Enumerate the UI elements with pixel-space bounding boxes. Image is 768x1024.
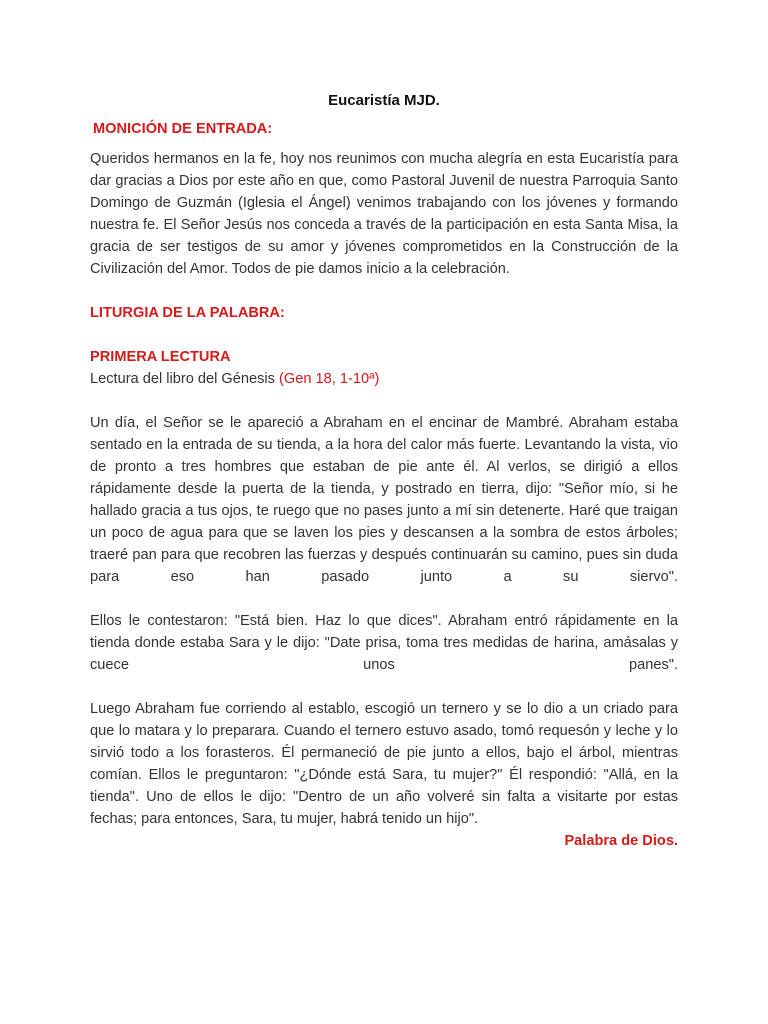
reading-paragraph-1: Un día, el Señor se le apareció a Abraham en el encinar de Mambré. Abraham estaba sentado en la entrada de su tienda, a la hora del calor más fuerte. Levantando la vista, vio de pronto a tres hombres que estaban de pie ante él. Al verlos, se dirigió a ellos rápidamente desde la puerta de la tienda, y postrado en tierra, dijo: "Señor mío, si he hallado gracia a tus ojos, te ruego que no pases junto a mí sin detenerte. Haré que traigan un poco de agua para que se laven los pies y descansen a la sombra de estos árboles; traeré pan para que recobren las fuerzas y después continuarán su camino, pues sin duda para eso han pasado junto a su siervo". — [90, 415, 678, 585]
reading-intro-line — [90, 368, 678, 390]
reading-reference: (Gen 18, 1-10ª) — [279, 371, 380, 387]
closing-acclamation: Palabra de Dios. — [564, 833, 678, 849]
reading-intro: Lectura del libro del Génesis — [90, 371, 280, 387]
monicion-text: Queridos hermanos en la fe, hoy nos reunimos con mucha alegría en esta Eucaristía para dar gracias a Dios por este año en que, como Pastoral Juvenil de nuestra Parroquia Santo Domingo de Guzmán (Iglesia el Ángel) venimos trabajando con los jóvenes y formando nuestra fe. El Señor Jesús nos conceda a través de la participación en esta Santa Misa, la gracia de ser testigos de su amor y jóvenes comprometidos en la Construcción de la Civilización del Amor. Todos de pie damos inicio a la celebración. — [90, 151, 678, 277]
liturgia-heading: LITURGIA DE LA PALABRA: — [90, 305, 285, 321]
primera-lectura-heading: PRIMERA LECTURA — [90, 349, 231, 365]
reading-paragraph-2: Ellos le contestaron: "Está bien. Haz lo que dices". Abraham entró rápidamente en la tienda donde estaba Sara y le dijo: "Date prisa, toma tres medidas de harina, amásalas y cuece unos panes". — [90, 613, 678, 673]
monicion-heading: MONICIÓN DE ENTRADA: — [93, 121, 273, 137]
reading-paragraph-3: Luego Abraham fue corriendo al establo, escogió un ternero y se lo dio a un criado para que lo matara y lo preparara. Cuando el ternero estuvo asado, tomó requesón y leche y lo sirvió todo a los forasteros. Él permaneció de pie junto a ellos, bajo el árbol, mientras comían. Ellos le preguntaron: "¿Dónde está Sara, tu mujer?" Él respondió: "Allá, en la tienda". Uno de ellos le dijo: "Dentro de un año volveré sin falta a visitarte por estas fechas; para entonces, Sara, tu mujer, habrá tenido un hijo". — [90, 701, 678, 827]
document-title: Eucaristía MJD. — [328, 92, 440, 109]
